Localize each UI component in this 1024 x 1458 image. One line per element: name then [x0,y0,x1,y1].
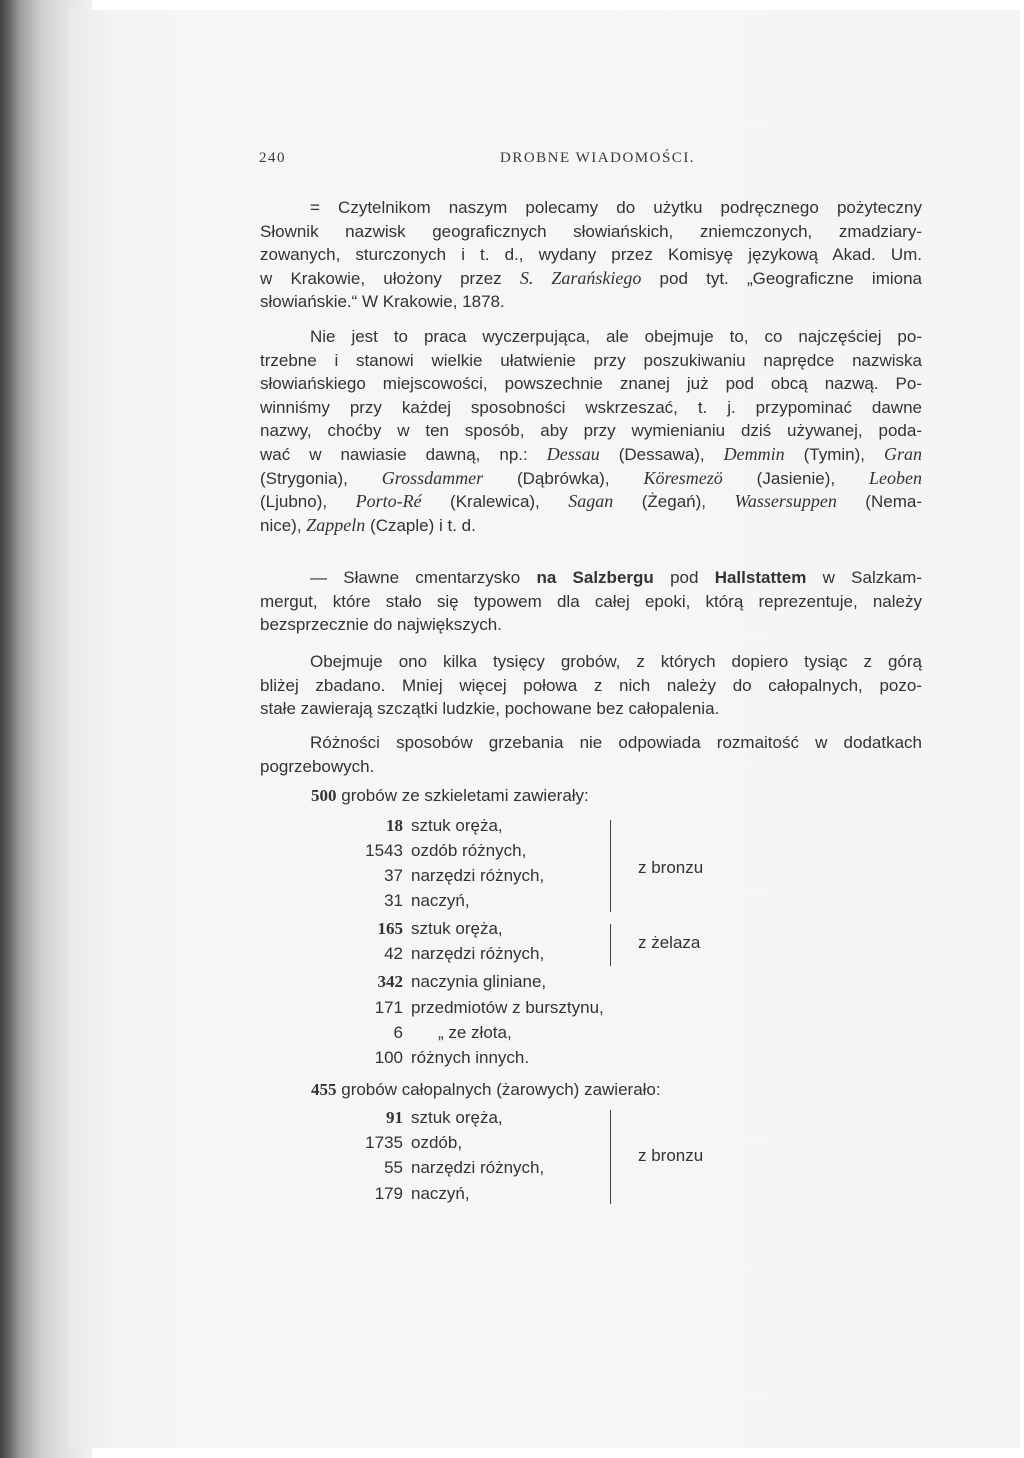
text-line: winniśmy przy każdej sposobności wskrzeszać, t. j. przypominać dawne [260,397,922,417]
text-run: pod [653,568,715,587]
place-name-italic: Dessau [546,443,600,464]
text-line: pogrzebowych. [260,756,375,776]
item-number: 55 [384,1158,403,1177]
item-number: 100 [374,1048,403,1067]
text-run: (Żegań), [613,492,735,512]
item-text: naczynia gliniane, [411,972,547,991]
item-number: 171 [374,998,403,1017]
place-name-italic: Zappeln [306,514,366,535]
item-text: naczyń, [411,1184,470,1203]
item-number: 1543 [365,841,403,860]
text-line: nazwy, choćby w ten sposób, aby przy wymienianiu dziś używanej, poda- [260,421,922,441]
item-text: przedmiotów z bursztynu, [411,998,604,1017]
brace-label: z bronzu [638,1146,704,1165]
item-text: różnych innych. [411,1048,530,1067]
text-line: Obejmuje ono kilka tysięcy grobów, z których dopiero tysiąc z górą [310,652,922,671]
text-line: Różności sposobów grzebania nie odpowiada rozmaitość w dodatkach [310,733,922,752]
text-line [260,566,922,590]
text-line: mergut, które stało się typowem dla całej epoki, którą reprezentuje, należy [260,591,922,611]
intro-number: 500 [311,786,337,805]
item-number: 165 [377,919,403,938]
paragraph-graves [260,650,922,721]
item-number: 18 [386,816,403,835]
item-number: 6 [393,1023,403,1042]
intro-text: grobów ze szkieletami zawierały: [341,786,589,805]
text-run: wać w nawiasie dawną, np.: [260,444,547,464]
text-line: bezsprzecznie do największych. [260,615,502,635]
brace-bracket [606,1110,611,1204]
running-title: DROBNE WIADOMOŚCI. [500,150,696,166]
place-name-italic: Wassersuppen [734,491,837,512]
text-line: Słownik nazwisk geograficznych słowiańskich, zniemczonych, zmadziary- [260,221,922,241]
text-line: zowanych, sturczonych i t. d., wydany przez Komisyę językową Akad. Um. [260,245,922,265]
text-run: (Nema- [836,492,922,512]
text-line [260,490,922,514]
text-line [260,443,922,467]
text-run: (Strygonia), [260,468,382,488]
text-run: (Czaple) i t. d. [365,515,476,535]
text-line [260,467,922,491]
list-intro [311,786,589,806]
text-run: (Ljubno), [260,492,356,512]
author-name-italic: S. Zarańskiego [519,267,642,288]
item-text: sztuk oręża, [411,919,503,938]
text-run: (Dąbrówka), [483,468,644,488]
place-name-italic: Demmin [723,443,785,464]
item-number: 31 [384,891,403,910]
item-number: 179 [374,1184,403,1203]
text-line: trzebne i stanowi wielkie ułatwienie przy poszukiwaniu naprędce nazwiska [260,350,922,370]
place-name-italic: Köresmezö [643,467,723,488]
brace-bracket [606,820,611,912]
place-name-italic: Leoben [869,467,922,488]
text-run: w Salzkam- [806,568,923,587]
item-text: narzędzi różnych, [411,944,545,963]
place-name-italic: Porto-Ré [355,491,422,512]
item-number: 37 [384,866,403,885]
text-run: pod tyt. „Geograficzne imiona [641,268,923,288]
brace-bracket [606,924,611,966]
item-text: narzędzi różnych, [411,1158,545,1177]
text-run: (Jasienie), [722,468,869,488]
place-name-italic: Gran [883,443,922,464]
item-text: ozdób różnych, [411,841,527,860]
text-run: (Kralewica), [421,492,569,512]
text-line [260,267,922,291]
intro-number: 455 [311,1080,337,1099]
text-run: (Dessawa), [599,444,724,464]
text-line [260,514,922,538]
place-name-bold: na Salzbergu [536,568,654,587]
brace-label: z bronzu [638,858,704,877]
text-line: słowiańskiego miejscowości, powszechnie znanej już pod obcą nazwą. Po- [260,374,922,394]
page-number: 240 [259,150,286,166]
text-line: bliżej zbadano. Mniej więcej połowa z nich należy do całopalnych, pozo- [260,675,922,695]
brace-label: z żelaza [638,933,701,952]
item-text: „ ze złota, [438,1023,512,1042]
item-number: 1735 [365,1133,403,1152]
text-run: — Sławne cmentarzysko [310,568,537,587]
paragraph-burial-methods [260,731,922,778]
text-line: = Czytelnikom naszym polecamy do użytku podręcznego pożyteczny [310,198,922,217]
place-name-italic: Sagan [568,491,614,512]
item-text: ozdób, [411,1133,463,1152]
item-number: 342 [377,972,403,991]
item-text: naczyń, [411,891,470,910]
item-text: narzędzi różnych, [411,866,545,885]
list-intro [311,1080,661,1100]
text-line: Nie jest to praca wyczerpująca, ale obejmuje to, co najczęściej po- [310,327,922,346]
place-name-italic: Grossdammer [381,467,484,488]
text-run: w Krakowie, ułożony przez [260,268,520,288]
item-number: 91 [386,1108,403,1127]
paragraph-place-names [260,325,922,537]
paragraph-dictionary-notice [260,196,922,314]
text-line: stałe zawierają szczątki ludzkie, pochowane bez całopalenia. [260,699,720,719]
text-line: słowiańskie.“ W Krakowie, 1878. [260,292,505,312]
item-text: sztuk oręża, [411,816,503,835]
item-number: 42 [384,944,403,963]
text-run: (Tymin), [784,444,884,464]
intro-text: grobów całopalnych (żarowych) zawierało: [341,1080,661,1099]
text-run: nice), [260,515,307,535]
place-name-bold: Hallstattem [714,568,807,587]
item-text: sztuk oręża, [411,1108,503,1127]
paragraph-hallstatt [260,566,922,637]
